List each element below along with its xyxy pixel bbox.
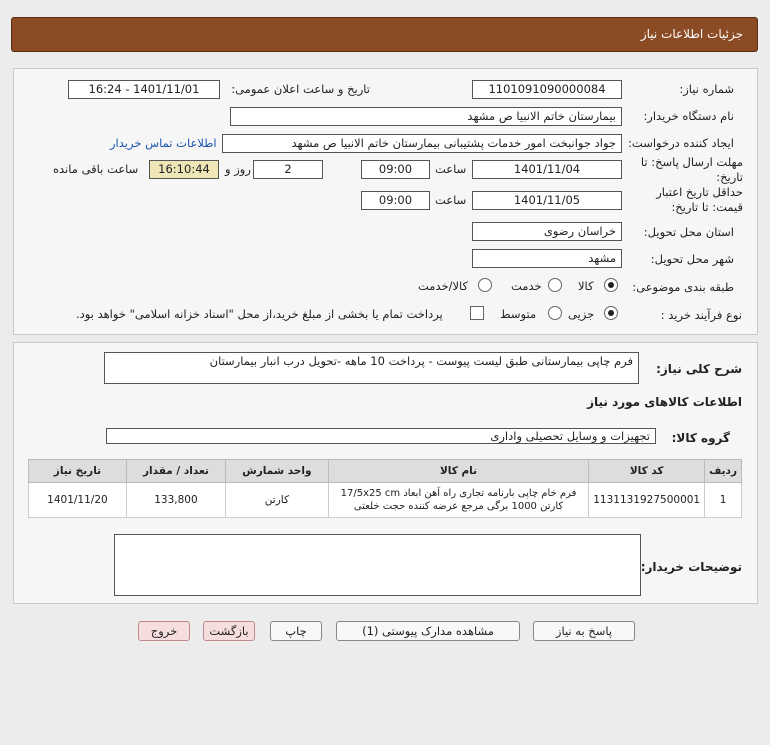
summary-label: شرح کلی نیاز:: [656, 362, 742, 376]
category-radio-service[interactable]: [548, 278, 562, 292]
cell-name: فرم خام چاپی بارنامه تجاری راه آهن ابعاد 17/5x25 cm کارتن 1000 برگی مرجع عرضه کننده حجت خلعتی: [328, 483, 588, 518]
announce-label: تاریخ و ساعت اعلان عمومی:: [231, 82, 370, 96]
remaining-label: ساعت باقی مانده: [53, 162, 139, 176]
col-name: نام کالا: [328, 460, 588, 483]
back-button[interactable]: بازگشت: [203, 621, 255, 641]
reply-time-field: 09:00: [361, 160, 430, 179]
cell-code: 1131131927500001: [589, 483, 705, 518]
category-label: طبقه بندی موضوعی:: [632, 280, 734, 294]
province-label: استان محل تحویل:: [643, 225, 734, 239]
col-date: تاریخ نیاز: [29, 460, 127, 483]
announce-field: 1401/11/01 - 16:24: [68, 80, 220, 99]
treasury-payment-note: پرداخت تمام یا بخشی از مبلغ خرید،از محل "اسناد خزانه اسلامی" خواهد بود.: [76, 307, 443, 321]
reply-button[interactable]: پاسخ به نیاز: [533, 621, 635, 641]
goods-table: [28, 459, 742, 518]
city-label: شهر محل تحویل:: [650, 252, 734, 266]
cell-qty: 133,800: [126, 483, 225, 518]
cell-date: 1401/11/20: [29, 483, 127, 518]
cell-row: 1: [705, 483, 742, 518]
buyer-notes-field: [114, 534, 641, 596]
exit-button[interactable]: خروج: [138, 621, 190, 641]
reply-deadline-label: مهلت ارسال پاسخ: تا تاریخ:: [640, 155, 743, 184]
days-field: 2: [253, 160, 323, 179]
city-field: مشهد: [472, 249, 622, 268]
page-header: [11, 17, 758, 52]
need-number-field: 1101091090000084: [472, 80, 622, 99]
goods-table-wrapper: [28, 459, 742, 525]
reply-date-field: 1401/11/04: [472, 160, 622, 179]
validity-label: حداقل تاریخ اعتبار قیمت: تا تاریخ:: [656, 185, 743, 214]
buyer-contact-link[interactable]: اطلاعات تماس خریدار: [110, 136, 217, 150]
cell-unit: کارتن: [225, 483, 328, 518]
category-option-goods: کالا: [578, 279, 594, 293]
process-option-medium: متوسط: [500, 307, 537, 321]
goods-section-title: اطلاعات کالاهای مورد نیاز: [587, 395, 742, 409]
validity-time-label: ساعت: [435, 193, 467, 207]
remaining-time-field: 16:10:44: [149, 160, 219, 179]
table-row: [29, 483, 742, 518]
treasury-payment-checkbox[interactable]: [470, 306, 484, 320]
buyer-org-field: بیمارستان خاتم الانبیا ص مشهد: [230, 107, 622, 126]
creator-field: جواد جوانبخت امور خدمات پشتیبانی بیمارستان خاتم الانبیا ص مشهد: [222, 134, 622, 153]
province-field: خراسان رضوی: [472, 222, 622, 241]
goods-group-label: گروه کالا:: [671, 431, 730, 445]
validity-date-field: 1401/11/05: [472, 191, 622, 210]
creator-label: ایجاد کننده درخواست:: [628, 136, 734, 150]
print-button[interactable]: چاپ: [270, 621, 322, 641]
process-label: نوع فرآیند خرید :: [660, 308, 742, 322]
attachments-button[interactable]: مشاهده مدارک پیوستی (1): [336, 621, 520, 641]
validity-time-field: 09:00: [361, 191, 430, 210]
summary-field: فرم چاپی بیمارستانی طبق لیست پیوست - پرداخت 10 ماهه -تحویل درب انبار بیمارستان: [104, 352, 639, 384]
process-radio-medium[interactable]: [548, 306, 562, 320]
process-radio-minor[interactable]: [604, 306, 618, 320]
need-number-label: شماره نیاز:: [679, 82, 734, 96]
col-row: ردیف: [705, 460, 742, 483]
category-option-service: خدمت: [511, 279, 542, 293]
reply-time-label: ساعت: [435, 162, 467, 176]
category-radio-goods-service[interactable]: [478, 278, 492, 292]
days-label: روز و: [225, 162, 251, 176]
goods-group-field: تجهیزات و وسایل تحصیلی واداری: [106, 428, 656, 444]
page-title: جزئیات اطلاعات نیاز: [640, 27, 743, 41]
col-unit: واحد شمارش: [225, 460, 328, 483]
category-option-goods-service: کالا/خدمت: [418, 279, 469, 293]
goods-table-header: [29, 460, 742, 483]
col-qty: تعداد / مقدار: [126, 460, 225, 483]
col-code: کد کالا: [589, 460, 705, 483]
buyer-org-label: نام دستگاه خریدار:: [643, 109, 734, 123]
category-radio-goods[interactable]: [604, 278, 618, 292]
process-option-minor: جزیی: [568, 307, 595, 321]
buyer-notes-label: توضیحات خریدار:: [640, 560, 742, 574]
